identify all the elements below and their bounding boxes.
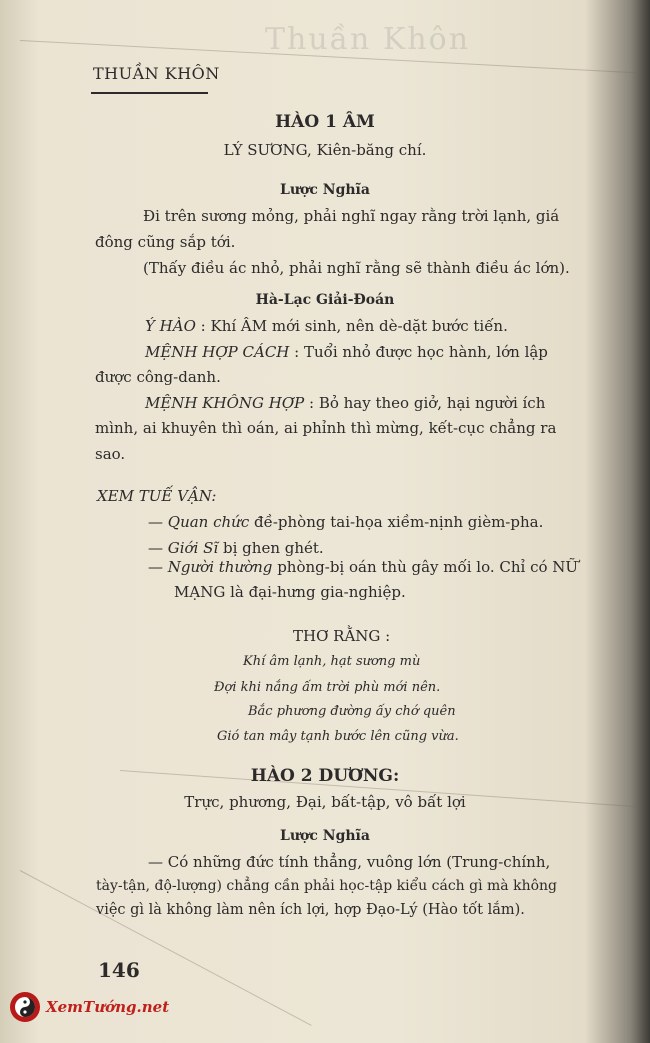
running-head-rule <box>91 92 208 94</box>
tue-van-label: Giới Sĩ <box>167 539 219 557</box>
tue-van-label: Quan chức <box>167 513 250 531</box>
tue-van-item: — Giới Sĩ bị ghen ghét. <box>148 539 324 557</box>
luoc-nghia-heading: Lược Nghĩa <box>280 828 370 844</box>
menh-hop-text: : Tuổi nhỏ được học hành, lớn lập <box>294 343 548 361</box>
poem-line: Đợi khi nắng ấm trời phù mới nên. <box>214 680 441 695</box>
watermark-logo <box>10 990 169 1024</box>
bleed-through-text: Thuần Khôn <box>265 22 471 57</box>
y-hao-text: : Khí ÂM mới sinh, nên dè-dặt bước tiến. <box>200 317 508 335</box>
running-head: THUẦN KHÔN <box>93 64 220 83</box>
poem-line: Gió tan mây tạnh bước lên cũng vừa. <box>217 729 459 744</box>
section-subtitle: LÝ SƯƠNG, Kiên-băng chí. <box>223 141 427 159</box>
tue-van-item: — Quan chức đề-phòng tai-họa xiềm-nịnh gièm-pha. <box>148 513 544 531</box>
tue-van-item: — Người thường phòng-bị oán thù gây mối lo. Chỉ có NỮ <box>148 558 579 576</box>
paragraph-line: việc gì là không làm nên ích lợi, hợp Đạo-Lý (Hào tốt lắm). <box>96 902 525 918</box>
paragraph-line: đông cũng sắp tới. <box>95 233 236 251</box>
menh-khong-line <box>145 393 545 413</box>
tue-van-text: bị ghen ghét. <box>223 539 324 557</box>
luoc-nghia-heading: Lược Nghĩa <box>280 182 370 198</box>
y-hao-line <box>145 316 508 336</box>
menh-khong-text: : Bỏ hay theo giở, hại người ích <box>309 394 546 412</box>
paragraph-line: — Có những đức tính thẳng, vuông lớn (Trung-chính, <box>148 853 551 871</box>
y-hao-label: Ý HÀO <box>145 317 196 335</box>
menh-hop-label: MỆNH HỢP CÁCH <box>145 343 290 361</box>
menh-hop-line <box>145 342 548 362</box>
section-title: HÀO 2 DƯƠNG: <box>250 766 400 786</box>
tho-rang-heading: THƠ RẰNG : <box>293 627 391 645</box>
page-number: 146 <box>98 958 140 982</box>
tue-van-text: phòng-bị oán thù gây mối lo. Chỉ có NỮ <box>277 558 579 576</box>
paragraph-line: Đi trên sương mỏng, phải nghĩ ngay rằng trời lạnh, giá <box>143 207 560 225</box>
paragraph-line: mình, ai khuyên thì oán, ai phỉnh thì mừng, kết-cục chẳng ra <box>95 419 557 437</box>
paragraph-line: (Thấy điều ác nhỏ, phải nghĩ rằng sẽ thành điều ác lớn). <box>143 259 570 277</box>
tue-van-label: Người thường <box>167 558 273 576</box>
paragraph-line: MẠNG là đại-hưng gia-nghiệp. <box>174 583 406 601</box>
paragraph-line: tày-tận, độ-lượng) chẳng cần phải học-tập kiểu cách gì mà không <box>96 878 558 894</box>
yin-yang-icon <box>10 992 40 1022</box>
poem-line: Bắc phương đường ấy chớ quên <box>248 704 456 719</box>
section-title: HÀO 1 ÂM <box>275 112 375 132</box>
paragraph-line: sao. <box>95 445 126 463</box>
watermark-text: XemTướng.net <box>46 998 170 1016</box>
ha-lac-heading: Hà-Lạc Giải-Đoán <box>255 292 395 308</box>
section-subtitle: Trực, phương, Đại, bất-tập, vô bất lợi <box>184 793 466 811</box>
poem-line: Khí âm lạnh, hạt sương mù <box>243 654 421 669</box>
menh-khong-label: MỆNH KHÔNG HỢP <box>145 394 305 412</box>
xem-tue-van-heading: XEM TUẾ VẬN: <box>97 487 217 505</box>
tue-van-text: đề-phòng tai-họa xiềm-nịnh gièm-pha. <box>254 513 544 531</box>
paragraph-line: được công-danh. <box>95 368 221 386</box>
